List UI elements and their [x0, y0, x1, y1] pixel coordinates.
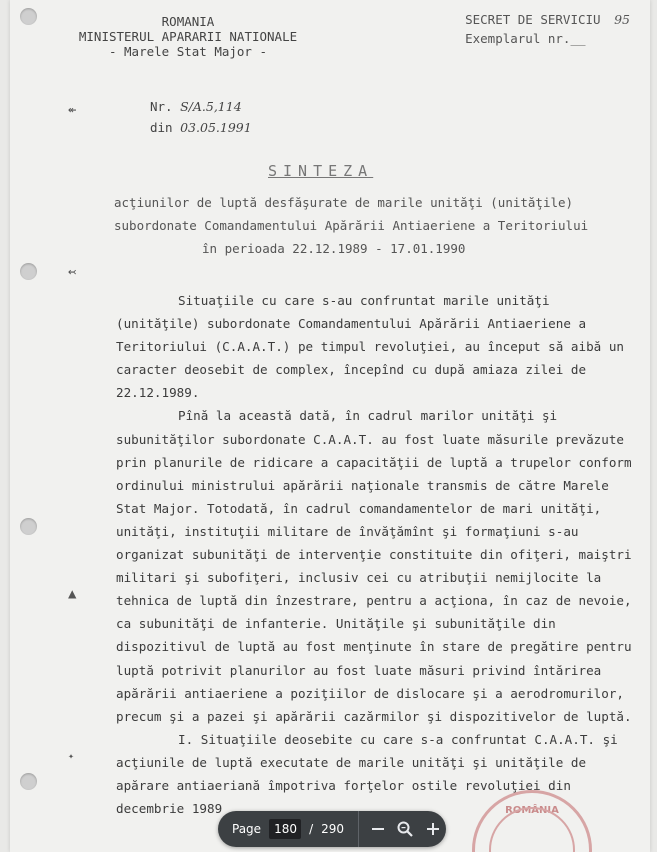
classification-block: [465, 10, 630, 48]
page-separator: /: [309, 822, 314, 836]
zoom-out-button[interactable]: [365, 811, 392, 847]
header-ministry: MINISTERUL APARARII NATIONALE: [78, 29, 298, 44]
plus-icon: [426, 822, 440, 836]
ministry-header: [68, 14, 308, 59]
punch-hole-icon: [20, 8, 37, 25]
punch-hole-icon: [20, 263, 37, 280]
subtitle-line: acţiunilor de luptă desfăşurate de marile unităţi (unităţile): [114, 195, 574, 210]
margin-mark-icon: ↢: [68, 264, 77, 280]
registration-block: [150, 96, 252, 138]
punch-hole-icon: [20, 518, 37, 535]
handwritten-number: 95: [614, 12, 630, 27]
pdf-viewer-toolbar: [218, 811, 446, 847]
toolbar-divider: [358, 811, 359, 847]
document-page: [10, 0, 650, 852]
margin-mark-icon: ↞: [68, 102, 77, 118]
paragraph: Pînă la această dată, în cadrul marilor unităţi şi subunităţilor subordonate C.A.A.T. au fost luate măsurile prevăzute prin planurile de ridicare a capacităţii de luptă a trupelor conform ordinului ministrului apărării naţionale transmis de către Marele Stat Major. Totodată, în cadrul comandamentelor de mari unităţi, unităţi, instituţii militare de învăţămînt şi formaţiuni s-au organizat subunităţi de intervenţie constituite din ofiţeri, maiştri militari şi subofiţeri, inclusiv cei cu atribuţii nemijlocite la tehnica de luptă din înzestrare, pentru a acţiona, în caz de nevoie, ca subunităţi de infanterie. Unităţile şi subunităţile din dispozitivul de luptă au fost menţinute în stare de pregătire pentru luptă potrivit planurilor au fost luate măsuri privind întărirea apărării antiaeriene a poziţiilor de dislocare şi a aerodromurilor, precum şi a pazei şi apărării cazărmilor şi dispozitivelor de luptă.: [116, 408, 632, 724]
fit-page-button[interactable]: [392, 811, 419, 847]
din-value: 03.05.1991: [180, 120, 252, 135]
header-staff: - Marele Stat Major -: [108, 44, 268, 59]
stamp-text: ROMÂNIA: [505, 805, 559, 816]
document-body: [116, 289, 636, 820]
punch-hole-icon: [20, 773, 37, 790]
paragraph: Situaţiile cu care s-au confruntat marile unităţi (unităţile) subordonate Comandamentului Apărării Antiaeriene a Teritoriului (C.A.A.T.) pe timpul revoluţiei, au început să aibă un caracter deosebit de complex, începînd cu după amiaza zilei de 22.12.1989.: [116, 293, 624, 401]
subtitle-line: subordonate Comandamentului Apărării Antiaeriene a Teritoriului: [114, 218, 589, 233]
page-number-input[interactable]: 180: [269, 819, 301, 839]
paragraph: I. Situaţiile deosebite cu care s-a confruntat C.A.A.T. şi acţiunile de luptă executate de marile unităţi şi unităţile de apărare antiaeriană împotriva forţelor ostile revoluţiei din decembrie 1989: [116, 731, 618, 817]
copy-number: Exemplarul nr.__: [465, 31, 586, 46]
nr-label: Nr.: [150, 99, 173, 114]
total-pages: 290: [321, 822, 345, 836]
magnifier-icon: [396, 820, 414, 838]
classification-label: SECRET DE SERVICIU: [465, 12, 601, 27]
zoom-in-button[interactable]: [419, 811, 446, 847]
page-label: Page: [232, 822, 262, 836]
din-label: din: [150, 120, 173, 135]
margin-mark-icon: ▲: [68, 586, 77, 602]
subtitle-line: în perioada 22.12.1989 - 17.01.1990: [202, 241, 466, 256]
margin-mark-icon: ✦: [68, 751, 75, 762]
header-country: ROMANIA: [161, 14, 215, 29]
document-subtitle: [114, 191, 634, 260]
minus-icon: [371, 822, 385, 836]
document-title: SINTEZA: [268, 162, 374, 180]
nr-value: S/A.5,114: [180, 99, 242, 114]
